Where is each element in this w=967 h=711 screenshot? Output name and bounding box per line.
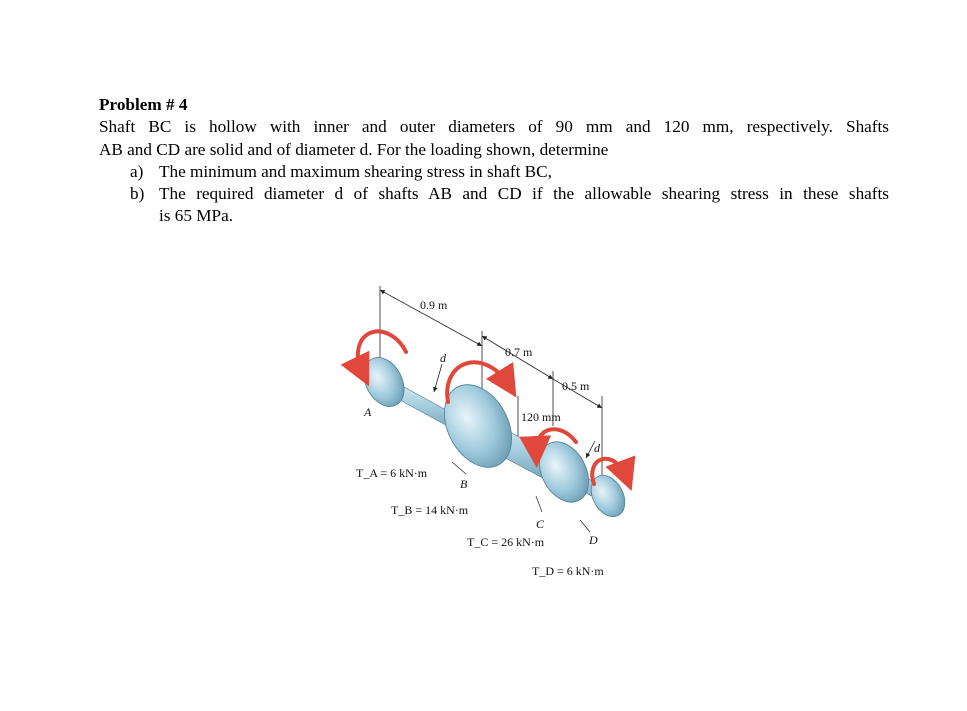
shaft-diagram	[340, 276, 640, 586]
shaft-figure	[340, 276, 640, 586]
statement-line-2: AB and CD are solid and of diameter d. For the loading shown, determine	[99, 139, 609, 159]
disks	[356, 351, 632, 523]
question-list	[99, 161, 889, 228]
question-b-marker: b)	[130, 184, 145, 204]
label-torque-c: T_C = 26 kN·m	[467, 535, 545, 549]
question-b-text-line-2: is 65 MPa.	[159, 206, 234, 226]
label-d-ab: d	[440, 351, 446, 365]
question-a-text: The minimum and maximum shearing stress in shaft BC,	[159, 161, 552, 181]
question-b-text-line-1: The required diameter d of shafts AB and CD if the allowable shearing stress in these shafts	[159, 184, 889, 204]
problem-statement	[99, 116, 889, 161]
problem-title: Problem # 4	[99, 95, 188, 114]
question-a-marker: a)	[130, 161, 144, 181]
label-bc-diameter: 120 mm	[521, 410, 561, 424]
label-d-cd: d	[594, 441, 600, 455]
question-a	[99, 161, 889, 183]
leader-b	[452, 462, 466, 474]
leader-c	[536, 496, 542, 512]
problem-text	[99, 94, 889, 228]
label-bc-length: 0.7 m	[505, 345, 533, 359]
label-point-d: D	[589, 533, 598, 547]
label-point-b: B	[460, 477, 468, 491]
label-cd-length: 0.5 m	[562, 379, 590, 393]
label-point-a: A	[364, 405, 372, 419]
label-point-c: C	[536, 517, 545, 531]
dim-d-arrow-ab	[434, 364, 442, 392]
statement-line-1: Shaft BC is hollow with inner and outer diameters of 90 mm and 120 mm, respectively. Shafts	[99, 117, 889, 137]
label-ab-length: 0.9 m	[420, 298, 448, 312]
label-torque-d: T_D = 6 kN·m	[532, 564, 604, 578]
leader-d	[580, 520, 590, 532]
label-torque-a: T_A = 6 kN·m	[356, 466, 428, 480]
disk-a	[356, 351, 412, 414]
label-torque-b: T_B = 14 kN·m	[391, 503, 469, 517]
question-b	[99, 183, 889, 228]
disk-b	[431, 373, 525, 479]
